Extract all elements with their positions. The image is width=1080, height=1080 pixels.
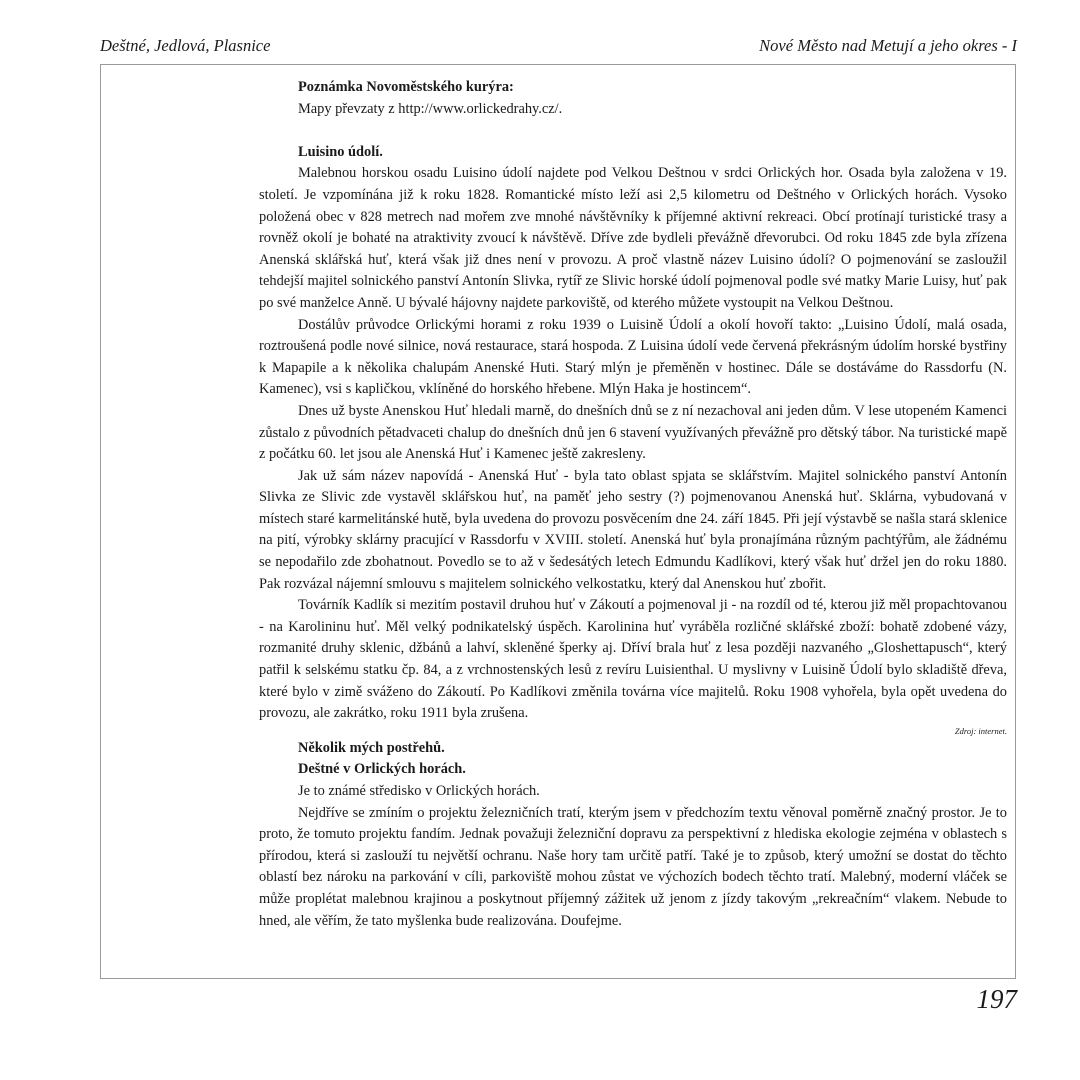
section-title: Luisino údolí. — [298, 143, 383, 160]
running-header-left: Deštné, Jedlová, Plasnice — [100, 36, 271, 55]
paragraph: Jak už sám název napovídá - Anenská Huť - byla tato oblast spjata se sklářstvím. Majitel solnického panství Antonín Slivka ze Slivic zde vystavěl sklářskou huť, na paměť jeho sestry (?) pojmenovanou Anenská huť. Sklárna, vybudovaná v místech staré karmelitánské hutě, byla uvedena do provozu posvěcením dne 24. září 1845. Při její výstavbě se našla stará sklenice na pití, výrobky sklárny pracující v Rassdorfu v XVIII. století. Anenská huť byla pronajímána různým pachtýřům, ale žádnému se nepodařilo zde zbohatnout. Povedlo se to až v šedesátých letech Edmundu Kadlíkovi, který však huť držel jen do roku 1880. Pak rozvázal nájemní smlouvu s majitelem solnického velkostatku, který dal Anenskou huť zbořit. — [259, 467, 1007, 592]
page-number: 197 — [976, 984, 1017, 1014]
paragraph: Továrník Kadlík si mezitím postavil druhou huť v Zákoutí a pojmenoval ji - na rozdíl od té, kterou již měl propachtovanou - na Karolininu huť. Měl velký podnikatelský úspěch. Karolinina huť vyráběla rozličné sklářské zboží: bohatě zdobené vázy, rozmanité druhy sklenic, džbánů a lahví, skleněné šperky aj. Dříví brala huť z lesa později nazvaného „Gloshettapusch“, který patřil k selskému statku čp. 84, a z vrchnostenských lesů z revíru Luisienthal. U myslivny v Luisině Údolí bylo skladiště dřeva, které bylo v zimě sváženo do Zákoutí. Po Kadlíkovi změnila továrna více majitelů. Roku 1908 vyhořela, byla opět uvedena do provozu, ale zakrátko, roku 1911 byla zrušena. — [259, 597, 1007, 722]
paragraph: Nejdříve se zmíním o projektu železničních tratí, kterým jsem v předchozím textu věnoval poměrně značný prostor. Je to proto, že tomuto projektu fandím. Jednak považuji železniční dopravu za perspektivní z hlediska ekologie zejména v oblastech s přírodou, která si zaslouží tu největší ochranu. Naše hory tam určitě patří. Také je to způsob, který umožní se dostat do těchto oblastí bez nároku na parkování v cíli, parkoviště mohou zůstat ve výchozích bodech těchto tratí. Malebný, moderní vláček se může proplétat malebnou krajinou a poskytnout příjemný zážitek už jenom z jízdy takovým „rekreačním“ vlakem. Nebude to hned, ale věřím, že tato myšlenka bude realizována. Doufejme. — [259, 804, 1007, 929]
running-header-right: Nové Město nad Metují a jeho okres - I — [759, 36, 1017, 55]
page-content — [259, 77, 1007, 932]
paragraph: Dnes už byste Anenskou Huť hledali marně, do dnešních dnů se z ní nezachoval ani jeden dům. V lese utopeném Kamenci zůstalo z původních pětadvaceti chalup do dnešních dnů jen 6 stavení využívaných převážně pro dětský tábor. Na turistické mapě z počátku 60. let jsou ale Anenská Huť i Kamenec ještě zakresleny. — [259, 402, 1007, 463]
note-text: Mapy převzaty z http://www.orlickedrahy.cz/. — [298, 100, 563, 117]
paragraph: Malebnou horskou osadu Luisino údolí najdete pod Velkou Deštnou v srdci Orlických hor. Osada byla založena v 19. století. Je vzpomínána již k roku 1828. Romantické místo leží asi 2,5 kilometru od Deštného v Orlických horách. Vysoko položená obec v 828 metrech nad mořem zve mnohé návštěvníky k příjemné aktivní rekreaci. Obcí protínají turistické trasy a rovněž okolí je bohaté na atraktivity zvoucí k návštěvě. Dříve zde bydleli převážně dřevorubci. Od roku 1845 zde byla zřízena Anenská sklářská huť, která však již dnes není v provozu. A proč vlastně název Luisino údolí? O pojmenování se zasloužil tehdejší majitel solnického panství Antonín Slivka, rytíř ze Slivic horské údolí pojmenoval podle své matky Marie Luisy, huť pak po své manželce Anně. U bývalé hájovny najdete parkoviště, od kterého můžete vystoupit na Velkou Deštnou. — [259, 165, 1007, 311]
section-title: Několik mých postřehů. — [298, 739, 445, 756]
note-title: Poznámka Novoměstského kurýra: — [298, 79, 514, 95]
paragraph: Dostálův průvodce Orlickými horami z roku 1939 o Luisině Údolí a okolí hovoří takto: „Luisino Údolí, malá osada, roztroušená podle nové silnice, nová restaurace, stará hospoda. Z Luisina údolí vede červená překrásným údolím horské bystřiny k Mapapile a k několika chalupám Anenské Huti. Starý mlýn je přeměněn v hostinec. Dále se dostáváme do Rassdorfu (N. Kamenec), vsi s kapličkou, vklíněné do horského hřebene. Mlýn Haka je hostincem“. — [259, 316, 1007, 398]
source-note: Zdroj: internet. — [954, 725, 1007, 736]
section-subtitle: Deštné v Orlických horách. — [298, 761, 466, 778]
spacer — [259, 120, 1007, 142]
intro-line: Je to známé středisko v Orlických horách. — [298, 783, 540, 799]
